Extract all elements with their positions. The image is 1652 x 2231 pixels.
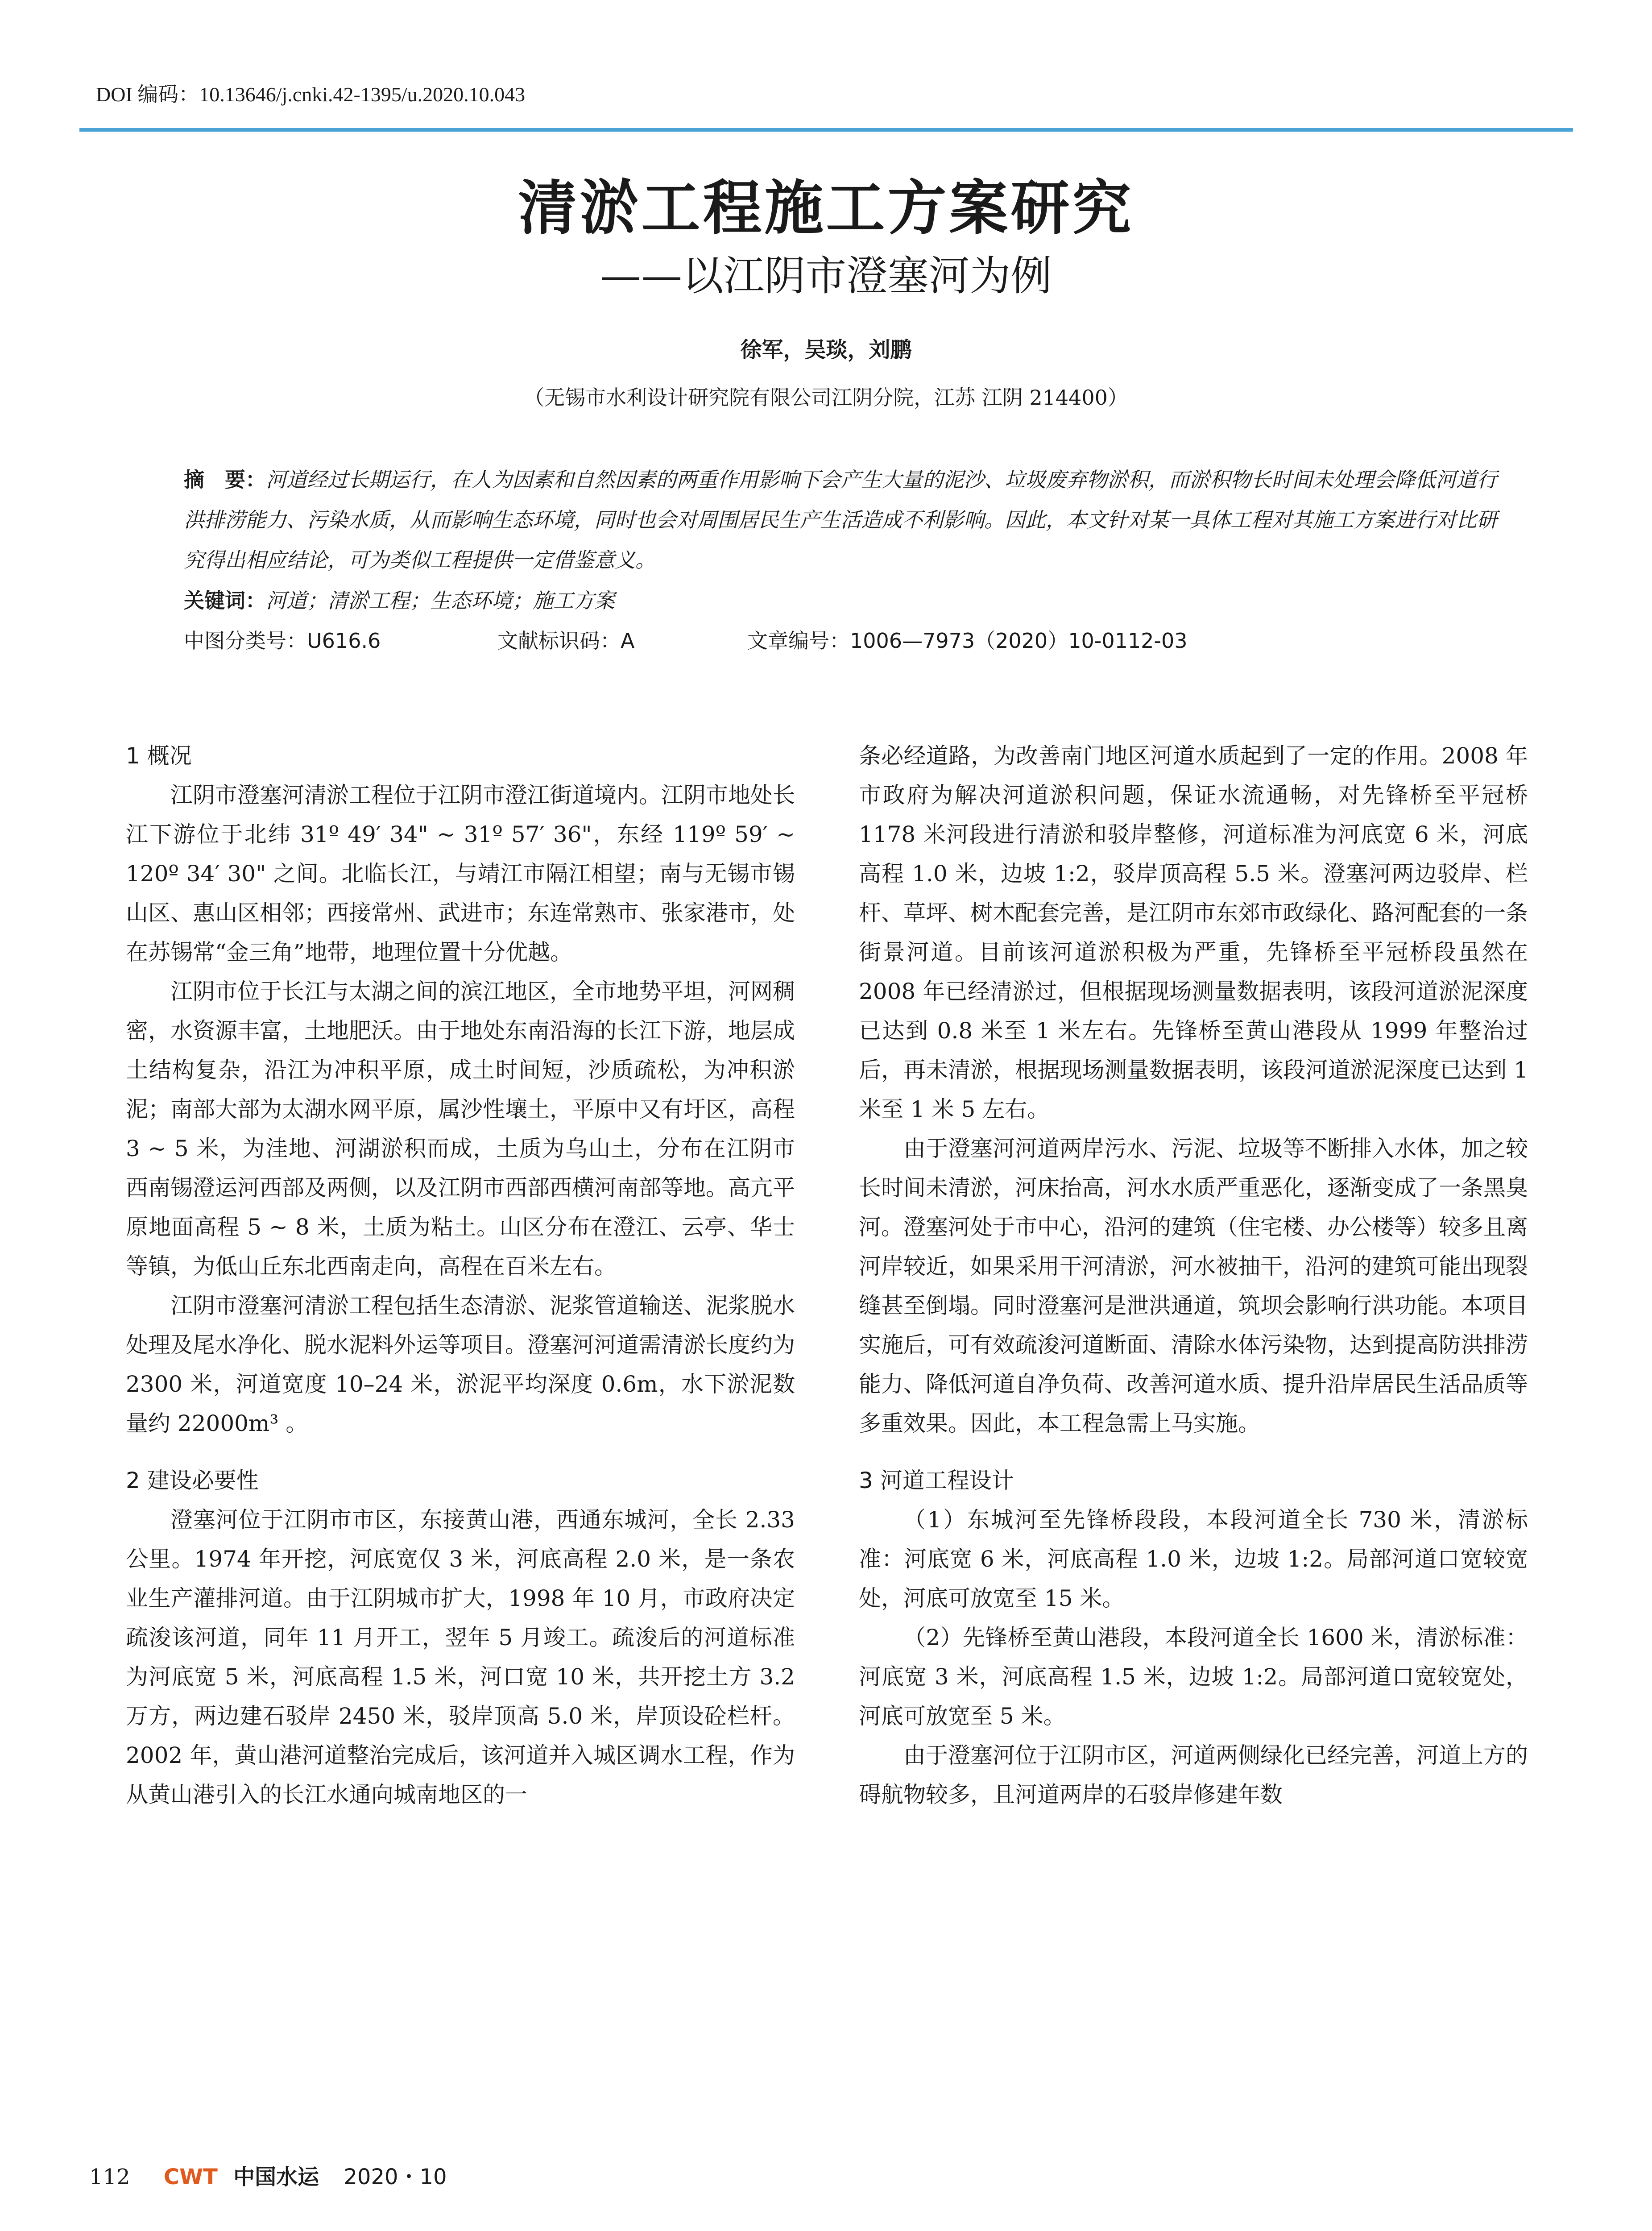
page-footer — [89, 2160, 447, 2190]
section-2-heading: 2 建设必要性 — [126, 1468, 259, 1493]
article-number: 文章编号：1006—7973（2020）10-0112-03 — [747, 629, 1188, 653]
abstract — [184, 460, 1500, 580]
authors: 徐军，吴琰，刘鹏 — [740, 337, 912, 362]
keywords-text: 河道；清淤工程；生态环境；施工方案 — [266, 589, 615, 613]
section-3-heading: 3 河道工程设计 — [859, 1468, 1014, 1493]
section-3-paragraph-1: （1）东城河至先锋桥段段，本段河道全长 730 米，清淤标准：河底宽 6 米，河底高程 1.0 米，边坡 1:2。局部河道口宽较宽处，河底可放宽至 15 米。 — [859, 1507, 1528, 1611]
journal-name: 中国水运 — [233, 2165, 319, 2190]
section-2-paragraph-1-continued: 条必经道路，为改善南门地区河道水质起到了一定的作用。2008 年市政府为解决河道淤积问题，保证水流通畅，对先锋桥至平冠桥 1178 米河段进行清淤和驳岸整修，河道标准为河底宽 6 米，河底高程 1.0 米，边坡 1:2，驳岸顶高程 5.5 米。澄塞河两边驳岸、栏杆、草坪、树木配套完善，是江阴市东郊市政绿化、路河配套的一条街景河道。目前该河道淤积极为严重，先锋桥至平冠桥段虽然在 2008 年已经清淤过，但根据现场测量数据表明，该段河道淤泥深度已达到 0.8 米至 1 米左右。先锋桥至黄山港段从 1999 年整治过后，再未清淤，根据现场测量数据表明，该段河道淤泥深度已达到 1 米至 1 米 5 左右。 — [859, 743, 1528, 1122]
clc-number: 中图分类号：U616.6 — [184, 629, 381, 653]
section-2-paragraph-1: 澄塞河位于江阴市市区，东接黄山港，西通东城河，全长 2.33 公里。1974 年开挖，河底宽仅 3 米，河底高程 2.0 米，是一条农业生产灌排河道。由于江阴城市扩大，1998 年 10 月，市政府决定疏浚该河道，同年 11 月开工，翌年 5 月竣工。疏浚后的河道标准为河底宽 5 米，河底高程 1.5 米，河口宽 10 米，共开挖土方 3.2 万方，两边建石驳岸 2450 米，驳岸顶高 5.0 米，岸顶设砼栏杆。2002 年，黄山港河道整治完成后，该河道并入城区调水工程，作为从黄山港引入的长江水通向城南地区的一 — [126, 1507, 795, 1808]
section-1-paragraph-1: 江阴市澄塞河清淤工程位于江阴市澄江街道境内。江阴市地处长江下游位于北纬 31º 49′ 34" ~ 31º 57′ 36"，东经 119º 59′ ~ 120º 34′ 30" 之间。北临长江，与靖江市隔江相望；南与无锡市锡山区、惠山区相邻；西接常州、武进市；东连常熟市、张家港市，处在苏锡常“金三角”地带，地理位置十分优越。 — [126, 782, 795, 965]
paper-subtitle: ——以江阴市澄塞河为例 — [600, 252, 1052, 300]
document-code: 文献标识码：A — [497, 629, 635, 653]
section-2-paragraph-2: 由于澄塞河河道两岸污水、污泥、垃圾等不断排入水体，加之较长时间未清淤，河床抬高，河水水质严重恶化，逐渐变成了一条黑臭河。澄塞河处于市中心，沿河的建筑（住宅楼、办公楼等）较多且离河岸较近，如果采用干河清淤，河水被抽干，沿河的建筑可能出现裂缝甚至倒塌。同时澄塞河是泄洪通道，筑坝会影响行洪功能。本项目实施后，可有效疏浚河道断面、清除水体污染物，达到提高防洪排涝能力、降低河道自净负荷、改善河道水质、提升沿岸居民生活品质等多重效果。因此，本工程急需上马实施。 — [859, 1136, 1528, 1436]
affiliation: （无锡市水利设计研究院有限公司江阴分院，江苏 江阴 214400） — [524, 386, 1128, 410]
header-rule — [79, 128, 1573, 132]
right-column — [859, 736, 1528, 1814]
keywords — [184, 585, 615, 614]
section-1-heading: 1 概况 — [126, 743, 192, 769]
abstract-label: 摘 要： — [184, 468, 266, 492]
section-1-paragraph-3: 江阴市澄塞河清淤工程包括生态清淤、泥浆管道输送、泥浆脱水处理及尾水净化、脱水泥料外运等项目。澄塞河河道需清淤长度约为 2300 米，河道宽度 10–24 米，淤泥平均深度 0.6m，水下淤泥数量约 22000m³ 。 — [126, 1293, 795, 1436]
section-3-paragraph-2: （2）先锋桥至黄山港段，本段河道全长 1600 米，清淤标准：河底宽 3 米，河底高程 1.5 米，边坡 1:2。局部河道口宽较宽处，河底可放宽至 5 米。 — [859, 1625, 1528, 1729]
left-column — [126, 736, 795, 1814]
page-number: 112 — [89, 2165, 130, 2190]
keywords-label: 关键词： — [184, 589, 266, 613]
section-1-paragraph-2: 江阴市位于长江与太湖之间的滨江地区，全市地势平坦，河网稠密，水资源丰富，土地肥沃。由于地处东南沿海的长江下游，地层成土结构复杂，沿江为冲积平原，成土时间短，沙质疏松，为冲积淤泥；南部大部为太湖水网平原，属沙性壤土，平原中又有圩区，高程 3 ~ 5 米，为洼地、河湖淤积而成，土质为乌山土，分布在江阴市西南锡澄运河西部及两侧，以及江阴市西部西横河南部等地。高亢平原地面高程 5 ~ 8 米，土质为粘土。山区分布在澄江、云亭、华士等镇，为低山丘东北西南走向，高程在百米左右。 — [126, 979, 795, 1279]
journal-issue: 2020・10 — [344, 2165, 447, 2190]
section-3-paragraph-3: 由于澄塞河位于江阴市区，河道两侧绿化已经完善，河道上方的碍航物较多，且河道两岸的石驳岸修建年数 — [859, 1742, 1528, 1808]
journal-logo: CWT — [163, 2165, 218, 2190]
paper-title: 清淤工程施工方案研究 — [518, 174, 1134, 243]
doi-line: DOI 编码：10.13646/j.cnki.42-1395/u.2020.10.043 — [96, 83, 526, 106]
abstract-text: 河道经过长期运行，在人为因素和自然因素的两重作用影响下会产生大量的泥沙、垃圾废弃物淤积，而淤积物长时间未处理会降低河道行洪排涝能力、污染水质，从而影响生态环境，同时也会对周围居民生产生活造成不利影响。因此，本文针对某一具体工程对其施工方案进行对比研究得出相应结论，可为类似工程提供一定借鉴意义。 — [184, 468, 1497, 572]
